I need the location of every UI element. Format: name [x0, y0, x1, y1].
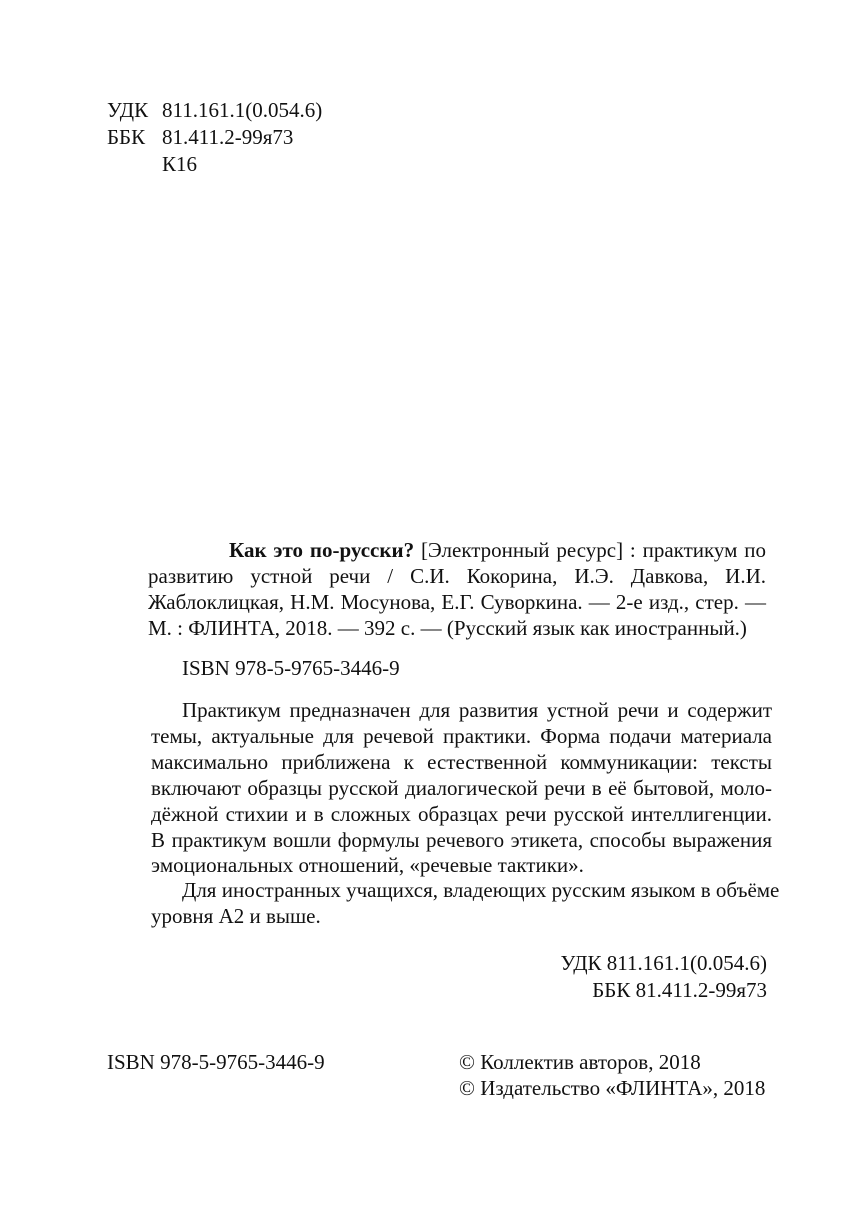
footer-isbn: ISBN 978-5-9765-3446-9	[107, 1050, 325, 1074]
book-title: Как это по-русски?	[229, 538, 415, 562]
annotation-line-3: максимально приближена к естественной коммуникации: тексты	[151, 750, 772, 774]
bib-line-1	[229, 537, 766, 564]
bbk-value: 81.411.2-99я73	[162, 125, 294, 149]
copyright-publisher: © Издательство «ФЛИНТА», 2018	[459, 1076, 766, 1100]
annotation-line-7: эмоциональных отношений, «речевые тактики».	[151, 853, 584, 877]
bbk-line	[107, 124, 293, 151]
udk-line	[107, 97, 322, 124]
annotation-line-4: включают образцы русской диалогической речи в её бытовой, моло-	[151, 776, 772, 800]
annotation-line-9: уровня А2 и выше.	[151, 904, 321, 928]
bib-line-4: М. : ФЛИНТА, 2018. — 392 с. — (Русский язык как иностранный.)	[148, 616, 747, 640]
bib-isbn: ISBN 978-5-9765-3446-9	[182, 656, 400, 680]
annotation-line-6: В практикум вошли формулы речевого этикета, способы выражения	[151, 828, 772, 852]
author-mark: К16	[162, 152, 198, 176]
udk-value: 811.161.1(0.054.6)	[162, 98, 323, 122]
annotation-line-5: дёжной стихии и в сложных образцах речи русской интеллигенции.	[151, 802, 772, 826]
annotation-line-1: Практикум предназначен для развития устной речи и содержит	[182, 698, 772, 722]
udk-label: УДК	[107, 98, 149, 122]
annotation-line-8: Для иностранных учащихся, владеющих русским языком в объёме	[182, 878, 780, 902]
annotation-line-2: темы, актуальные для речевой практики. Форма подачи материала	[151, 724, 772, 748]
bib-line-3: Жаблоклицкая, Н.М. Мосунова, Е.Г. Суворкина. — 2-е изд., стер. —	[148, 590, 766, 614]
index-bbk: ББК 81.411.2-99я73	[592, 978, 767, 1002]
bib-line-1-rest: [Электронный ресурс] : практикум по	[420, 538, 767, 562]
bib-line-2: развитию устной речи / С.И. Кокорина, И.Э. Давкова, И.И.	[148, 564, 766, 588]
copyright-authors: © Коллектив авторов, 2018	[459, 1050, 701, 1074]
index-udk: УДК 811.161.1(0.054.6)	[560, 951, 767, 975]
bbk-label: ББК	[107, 125, 146, 149]
